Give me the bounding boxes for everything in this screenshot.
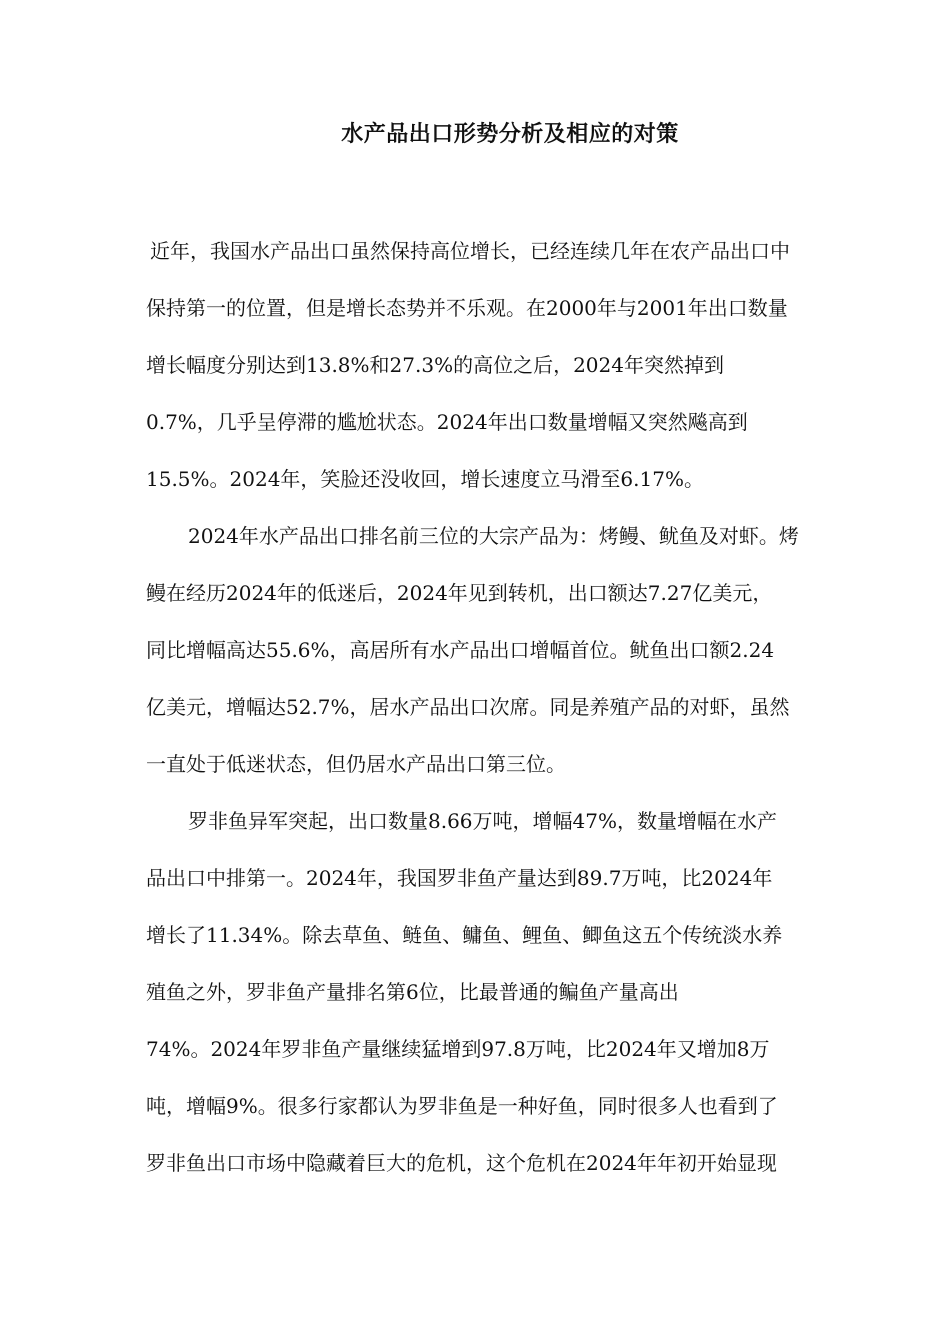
document-title: 水产品出口形势分析及相应的对策	[341, 121, 679, 147]
paragraph-line: 增长幅度分别达到13.8%和27.3%的高位之后，2024年突然掉到	[146, 353, 724, 377]
paragraph-line: 罗非鱼异军突起，出口数量8.66万吨，增幅47%，数量增幅在水产	[188, 809, 777, 833]
paragraph-line: 一直处于低迷状态，但仍居水产品出口第三位。	[146, 752, 566, 776]
paragraph-line: 0.7%，几乎呈停滞的尴尬状态。2024年出口数量增幅又突然飚高到	[146, 410, 748, 434]
paragraph-line: 亿美元，增幅达52.7%，居水产品出口次席。同是养殖产品的对虾，虽然	[146, 695, 790, 719]
paragraph-line: 吨，增幅9%。很多行家都认为罗非鱼是一种好鱼，同时很多人也看到了	[146, 1094, 778, 1118]
paragraph-line: 74%。2024年罗非鱼产量继续猛增到97.8万吨，比2024年又增加8万	[146, 1037, 770, 1061]
paragraph-line: 增长了11.34%。除去草鱼、鲢鱼、鳙鱼、鲤鱼、鲫鱼这五个传统淡水养	[146, 923, 783, 947]
paragraph-line: 15.5%。2024年，笑脸还没收回，增长速度立马滑至6.17%。	[146, 467, 704, 491]
paragraph-line: 鳗在经历2024年的低迷后，2024年见到转机，出口额达7.27亿美元，	[146, 581, 773, 605]
paragraph-line: 品出口中排第一。2024年，我国罗非鱼产量达到89.7万吨，比2024年	[146, 866, 773, 890]
paragraph-line: 近年，我国水产品出口虽然保持高位增长，已经连续几年在农产品出口中	[150, 239, 790, 263]
paragraph-line: 2024年水产品出口排名前三位的大宗产品为：烤鳗、鱿鱼及对虾。烤	[188, 524, 799, 548]
paragraph-line: 保持第一的位置，但是增长态势并不乐观。在2000年与2001年出口数量	[146, 296, 788, 320]
paragraph-line: 同比增幅高达55.6%，高居所有水产品出口增幅首位。鱿鱼出口额2.24	[146, 638, 775, 662]
paragraph-line: 殖鱼之外，罗非鱼产量排名第6位，比最普通的鳊鱼产量高出	[146, 980, 679, 1004]
paragraph-line: 罗非鱼出口市场中隐藏着巨大的危机，这个危机在2024年年初开始显现	[146, 1151, 777, 1175]
